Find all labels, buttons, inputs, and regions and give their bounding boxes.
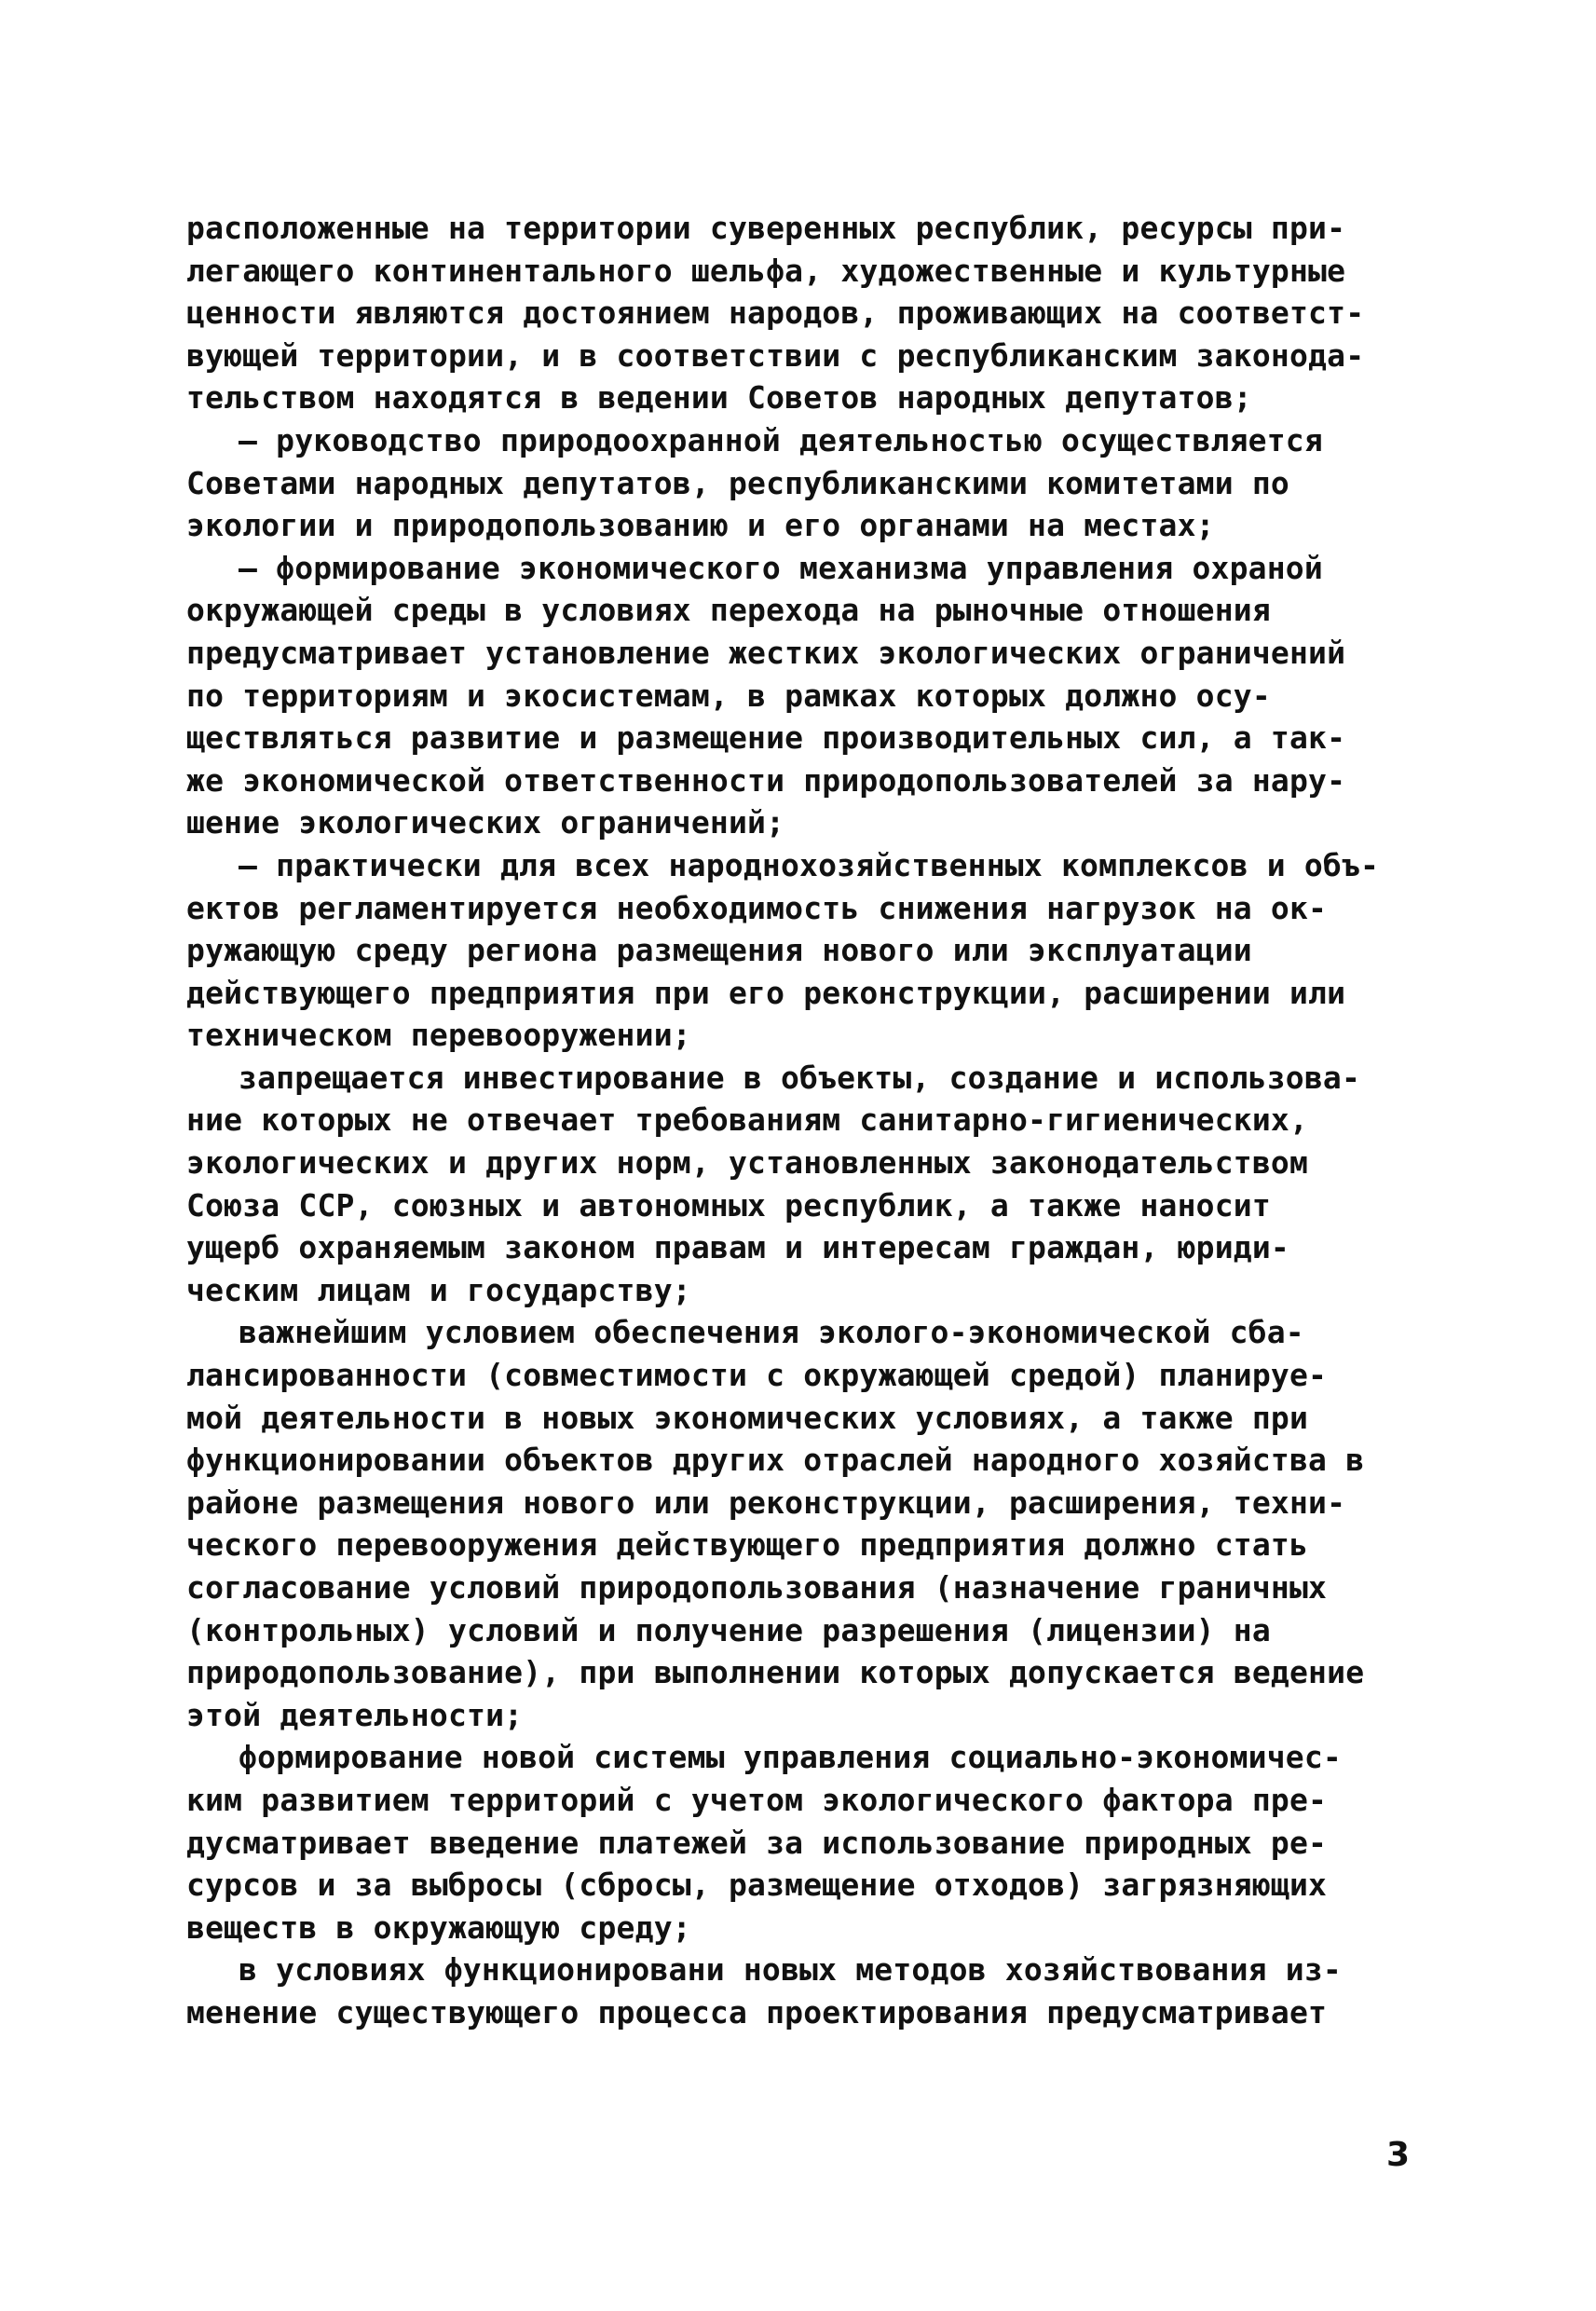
text-line: запрещается инвестирование в объекты, создание и использова- bbox=[239, 1059, 1361, 1096]
page-number: 3 bbox=[1386, 2136, 1411, 2174]
text-line: экологии и природопользованию и его органами на местах; bbox=[186, 507, 1215, 544]
text-line: менение существующего процесса проектирования предусматривает bbox=[186, 1993, 1328, 2031]
text-line: – практически для всех народнохозяйственных комплексов и объ- bbox=[239, 846, 1380, 883]
text-line: ущерб охраняемым законом правам и интересам граждан, юриди- bbox=[186, 1229, 1289, 1266]
text-line: лансированности (совместимости с окружающей средой) планируе- bbox=[186, 1357, 1328, 1394]
text-line: окружающей среды в условиях перехода на рыночные отношения bbox=[186, 592, 1271, 629]
text-line: расположенные на территории суверенных республик, ресурсы при- bbox=[186, 210, 1346, 246]
text-line: мой деятельности в новых экономических условиях, а также при bbox=[186, 1399, 1309, 1436]
text-line: в условиях функционировани новых методов хозяйствования из- bbox=[239, 1951, 1342, 1989]
text-line: ценности являются достоянием народов, проживающих на соответст- bbox=[186, 294, 1365, 332]
text-line: важнейшим условием обеспечения эколого-экономической сба- bbox=[239, 1314, 1304, 1351]
text-line: функционировании объектов других отраслей народного хозяйства в bbox=[186, 1442, 1365, 1479]
text-line: Союза ССР, союзных и автономных республик, а также наносит bbox=[186, 1186, 1271, 1224]
text-line: ектов регламентируется необходимость снижения нагрузок на ок- bbox=[186, 889, 1328, 926]
body-text bbox=[186, 207, 1425, 2034]
text-line: природопользование), при выполнении которых допускается ведение bbox=[186, 1654, 1365, 1691]
text-line: ществляться развитие и размещение производительных сил, а так- bbox=[186, 719, 1346, 757]
text-line: шение экологических ограничений; bbox=[186, 804, 785, 841]
text-line: Советами народных депутатов, республиканскими комитетами по bbox=[186, 464, 1289, 501]
text-line: сурсов и за выбросы (сбросы, размещение отходов) загрязняющих bbox=[186, 1867, 1328, 1904]
text-line: же экономической ответственности природопользователей за нару- bbox=[186, 761, 1346, 799]
text-line: предусматривает установление жестких экологических ограничений bbox=[186, 634, 1346, 671]
text-line: ружающую среду региона размещения нового или эксплуатации bbox=[186, 932, 1252, 969]
text-line: согласование условий природопользования (назначение граничных bbox=[186, 1569, 1328, 1606]
text-line: экологических и других норм, установленных законодательством bbox=[186, 1144, 1309, 1182]
text-line: дусматривает введение платежей за использование природных ре- bbox=[186, 1824, 1328, 1861]
text-line: ким развитием территорий с учетом экологического фактора пре- bbox=[186, 1781, 1328, 1818]
text-line: вующей территории, и в соответствии с республиканским законода- bbox=[186, 336, 1365, 374]
text-line: действующего предприятия при его реконструкции, расширении или bbox=[186, 974, 1346, 1011]
text-line: по территориям и экосистемам, в рамках которых должно осу- bbox=[186, 677, 1271, 714]
text-line: ческим лицам и государству; bbox=[186, 1271, 691, 1308]
text-line: веществ в окружающую среду; bbox=[186, 1908, 691, 1946]
text-line: районе размещения нового или реконструкции, расширения, техни- bbox=[186, 1484, 1346, 1521]
text-line: – формирование экономического механизма управления охраной bbox=[239, 549, 1323, 586]
text-line: ние которых не отвечает требованиям санитарно-гигиенических, bbox=[186, 1101, 1309, 1139]
text-line: ческого перевооружения действующего предприятия должно стать bbox=[186, 1526, 1309, 1564]
text-line: (контрольных) условий и получение разрешения (лицензии) на bbox=[186, 1611, 1271, 1648]
text-line: легающего континентального шельфа, художественные и культурные bbox=[186, 252, 1346, 289]
text-line: формирование новой системы управления социально-экономичес- bbox=[239, 1739, 1342, 1776]
text-line: техническом перевооружении; bbox=[186, 1017, 691, 1054]
text-line: этой деятельности; bbox=[186, 1696, 524, 1733]
text-line: – руководство природоохранной деятельностью осуществляется bbox=[239, 421, 1323, 458]
text-line: тельством находятся в ведении Советов народных депутатов; bbox=[186, 379, 1252, 417]
